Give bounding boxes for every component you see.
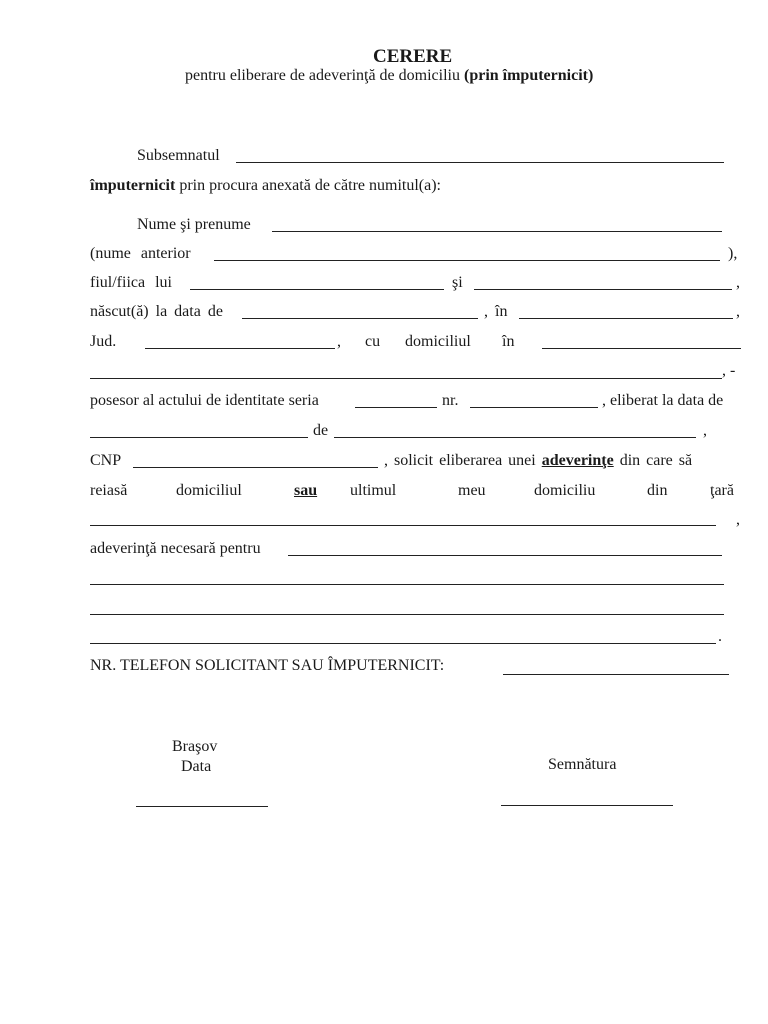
word-domiciliul: domiciliul — [176, 482, 242, 499]
seria-field[interactable] — [355, 407, 437, 408]
date-field[interactable] — [136, 806, 268, 807]
nume-prenume-field[interactable] — [272, 231, 722, 232]
adeverinte-emph: adeverinţe — [541, 452, 614, 469]
subsemnatul-field[interactable] — [236, 162, 724, 163]
period-mark: . — [718, 628, 722, 645]
scop-field-1[interactable] — [288, 555, 722, 556]
data-eliberare-field[interactable] — [90, 437, 308, 438]
loc-nastere-field[interactable] — [519, 318, 733, 319]
scop-field-2[interactable] — [90, 584, 724, 585]
cu-label: cu — [365, 333, 381, 350]
imputernicit-bold: împuternicit — [90, 177, 176, 194]
nume-prenume-label: Nume şi prenume — [137, 216, 251, 233]
word-domiciliu: domiciliu — [534, 482, 596, 499]
comma-4: , — [703, 422, 707, 439]
necesara-label: adeverinţă necesară pentru — [90, 540, 261, 557]
comma-3: , — [337, 333, 341, 350]
domiciliul-label: domiciliul — [405, 333, 471, 350]
mama-field[interactable] — [474, 289, 732, 290]
tata-field[interactable] — [190, 289, 444, 290]
word-meu: meu — [458, 482, 486, 499]
nume-anterior-field[interactable] — [214, 260, 720, 261]
comma-1: , — [736, 274, 740, 291]
domiciliu-field-2[interactable] — [90, 378, 722, 379]
subsemnatul-label: Subsemnatul — [137, 147, 220, 164]
telefon-label: NR. TELEFON SOLICITANT SAU ÎMPUTERNICIT: — [90, 657, 445, 674]
cnp-field[interactable] — [133, 467, 378, 468]
city-label: Braşov — [172, 738, 218, 755]
domiciliu-field-1[interactable] — [542, 348, 741, 349]
nume-anterior-label: (nume anterior — [90, 245, 191, 262]
emitent-field[interactable] — [334, 437, 696, 438]
jud-label: Jud. — [90, 333, 117, 350]
date-label: Data — [181, 758, 212, 775]
nume-anterior-close: ), — [728, 245, 738, 262]
solicit-text — [384, 452, 692, 470]
imputernicit-line — [90, 177, 441, 195]
in-label-2: în — [502, 333, 515, 350]
comma-2: , — [736, 303, 740, 320]
telefon-field[interactable] — [503, 674, 729, 675]
comma-5: , — [736, 511, 740, 528]
de-label: de — [313, 422, 329, 439]
dash-mark: , - — [722, 362, 736, 379]
data-nasterii-field[interactable] — [242, 318, 478, 319]
imputernicit-text: prin procura anexată de către numitul(a): — [175, 177, 441, 194]
nr-label: nr. — [442, 392, 459, 409]
eliberat-label: , eliberat la data de — [602, 392, 724, 409]
word-reiasa: reiasă — [90, 482, 128, 499]
si-label: şi — [452, 274, 463, 291]
judet-field[interactable] — [145, 348, 335, 349]
cnp-label: CNP — [90, 452, 122, 469]
fiul-fiica-label: fiul/fiica lui — [90, 274, 172, 291]
form-subtitle — [185, 67, 593, 85]
scop-field-3[interactable] — [90, 614, 724, 615]
word-sau: sau — [294, 482, 318, 499]
nascut-label: născut(ă) la data de — [90, 303, 223, 320]
subtitle-bold: (prin împuternicit) — [463, 67, 594, 84]
subtitle-text: pentru eliberare de adeverinţă de domiciliu — [185, 67, 464, 84]
form-title: CERERE — [373, 46, 453, 67]
word-ultimul: ultimul — [350, 482, 397, 499]
posesor-label: posesor al actului de identitate seria — [90, 392, 319, 409]
word-tara: ţară — [710, 482, 734, 499]
word-din: din — [647, 482, 668, 499]
in-label-1: , în — [484, 303, 508, 320]
scop-field-4[interactable] — [90, 643, 716, 644]
solicit-a: , solicit eliberarea unei — [384, 452, 542, 469]
signature-label: Semnătura — [548, 756, 617, 773]
solicit-b: din care să — [613, 452, 693, 469]
tara-field[interactable] — [90, 525, 716, 526]
numar-field[interactable] — [470, 407, 598, 408]
signature-field[interactable] — [501, 805, 673, 806]
